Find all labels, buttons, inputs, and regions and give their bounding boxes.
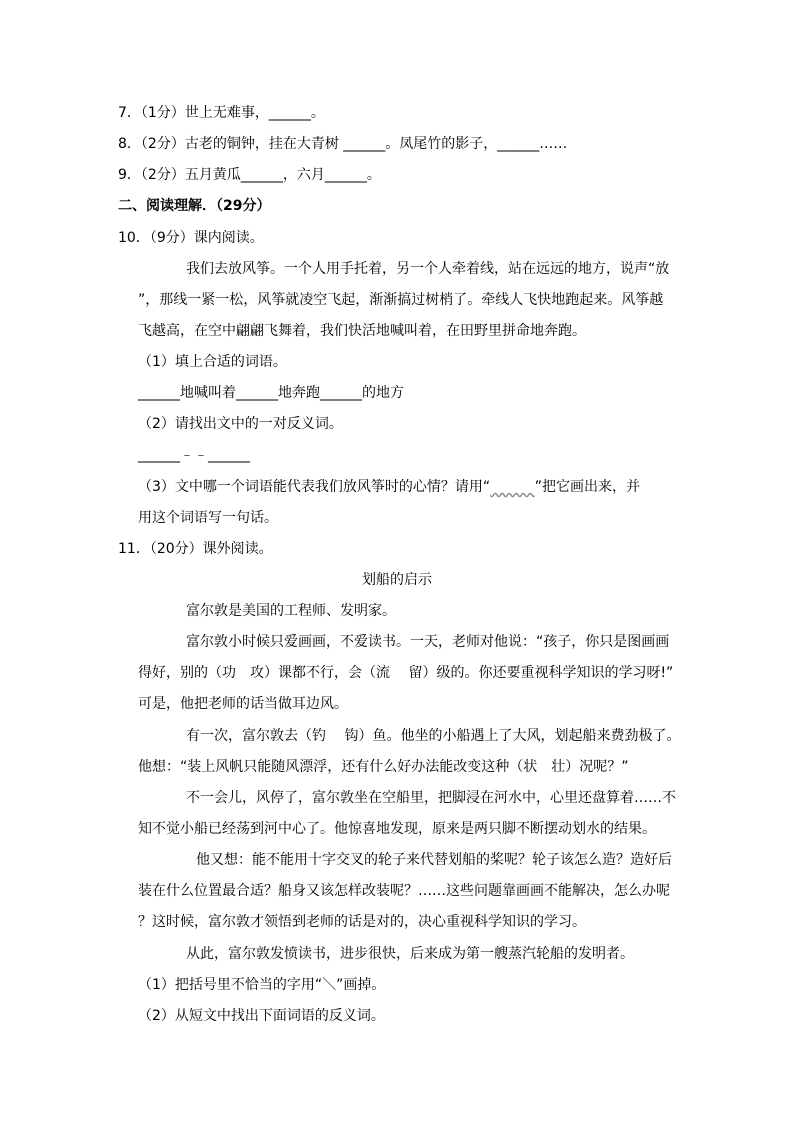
passage-line: 我们去放风筝。一个人用手托着，另一个人牵着线，站在远远的地方，说声“放 <box>186 261 670 277</box>
story-line: 可是，他把老师的话当做耳边风。 <box>138 696 348 712</box>
passage-line: 飞越高，在空中翩翩飞舞着，我们快活地喊叫着，在田野里拼命地奔跑。 <box>138 323 586 339</box>
question-7: 7．（1分）世上无难事，______。 <box>118 105 325 121</box>
story-title: 划船的启示 <box>362 572 432 588</box>
story-paragraph: 富尔敦是美国的工程师、发明家。 <box>186 603 396 619</box>
story-line: 装在什么位置最合适？船身又该怎样改装呢？……这些问题靠画画不能解决，怎么办呢 <box>138 883 670 899</box>
question-11-title: 11．（20分）课外阅读。 <box>118 541 273 557</box>
passage-line: ”，那线一紧一松，风筝就凌空飞起，渐渐搞过树梢了。牵线人飞快地跑起来。风筝越 <box>138 292 664 308</box>
question-10-sub2-blanks: ______﹣﹣______ <box>138 447 250 463</box>
story-line: 他想：“装上风帆只能随风漂浮，还有什么好办法能改变这种（状 壮）况呢？” <box>138 759 629 775</box>
section-heading-reading: 二、阅读理解．（29分） <box>118 198 271 214</box>
story-paragraph: 有一次，富尔敦去（钓 钩）鱼。他坐的小船遇上了大风，划起船来费劲极了。 <box>186 728 681 744</box>
story-line: ？这时候，富尔敦才领悟到老师的话是对的，决心重视科学知识的学习。 <box>138 914 586 930</box>
question-11-sub2: （2）从短文中找出下面词语的反义词。 <box>138 1008 385 1024</box>
story-paragraph: 从此，富尔敦发愤读书，进步很快，后来成为第一艘蒸汽轮船的发明者。 <box>186 946 634 962</box>
question-10-sub3-text-b: ”把它画出来，并 <box>534 479 640 495</box>
question-10-sub1-blanks: ______地喊叫着______地奔跑______的地方 <box>138 385 404 401</box>
story-line: 得好，别的（功 攻）课都不行，会（流 留）级的。你还要重视科学知识的学习呀!” <box>138 665 674 681</box>
wavy-underline-mark <box>490 479 535 495</box>
story-paragraph: 他又想：能不能用十字交叉的轮子来代替划船的桨呢？轮子该怎么造？造好后 <box>196 852 672 868</box>
question-10-sub1: （1）填上合适的词语。 <box>138 354 287 370</box>
question-11-sub1: （1）把括号里不恰当的字用“＼”画掉。 <box>138 977 386 993</box>
story-paragraph: 富尔敦小时候只爱画画，不爱读书。一天，老师对他说：“孩子，你只是图画画 <box>186 634 670 650</box>
question-10-sub3 <box>138 477 640 497</box>
story-line: 知不觉小船已经荡到河中心了。他惊喜地发现，原来是两只脚不断摆动划水的结果。 <box>138 821 656 837</box>
question-10-sub3-line2: 用这个词语写一句话。 <box>138 510 278 526</box>
story-paragraph: 不一会儿，风停了，富尔敦坐在空船里，把脚浸在河水中，心里还盘算着……不 <box>186 790 676 806</box>
question-10-sub2: （2）请找出文中的一对反义词。 <box>138 416 343 432</box>
question-8: 8．（2分）古老的铜钟，挂在大青树 ______。凤尾竹的影子，______…… <box>118 136 568 152</box>
question-9: 9．（2分）五月黄瓜______，六月______。 <box>118 167 381 183</box>
question-10-title: 10．（9分）课内阅读。 <box>118 230 264 246</box>
question-10-sub3-text-a: （3）文中哪一个词语能代表我们放风筝时的心情？请用“ <box>138 479 491 495</box>
